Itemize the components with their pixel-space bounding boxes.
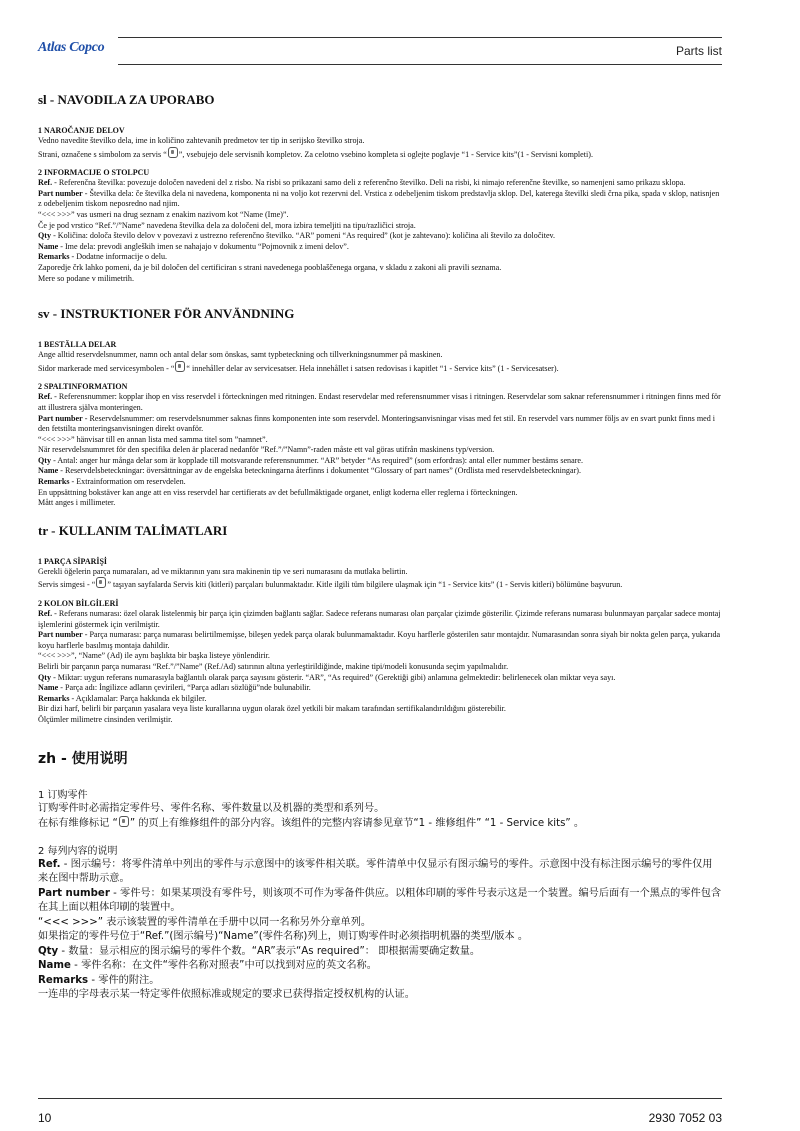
paragraph: Če je pod vrstico “Ref.”/”Name” navedena številka dela za določeni del, mora izbira temeljiti na tipu/različici stroja. (38, 220, 416, 230)
paragraph-qty: Qty - Miktar: uygun referans numarasıyla bağlantılı olarak parça sayısını gösterir. “AR”, “As required” (Gerektiği gibi) anlamına gelmektedir: belirlenecek olan miktar veya sayı. (38, 672, 616, 682)
service-kit-icon (168, 147, 178, 158)
paragraph-qty: Qty - Antal: anger hur många delar som är kopplade till motsvarande referensnummer. “AR” betyder “As required” (som erfordras): antal eller nummer bestäms senare. (38, 455, 584, 465)
footer-rule (38, 1098, 722, 1099)
page-title: Parts list (675, 44, 722, 58)
section-title: sl - NAVODILA ZA UPORABO (38, 92, 215, 107)
service-kit-icon (119, 816, 129, 827)
service-kit-icon (175, 361, 185, 372)
section-sv (38, 306, 722, 509)
paragraph: Ange alltid reservdelsnummer, namn och antal delar som önskas, samt typbeteckning och tillverkningsnummer på maskinen. (38, 350, 443, 360)
subsection-title: 1 BESTÄLLA DELAR (38, 340, 117, 350)
paragraph: Belirli bir parçanın parça numarası “Ref.”/”Name” (Ref./Ad) satırının altına yerleştirildiğinde, makine tipi/modeli konusunda seçim yapılmalıdır. (38, 662, 509, 671)
section-zh (38, 748, 722, 1003)
header-top-rule (118, 37, 722, 38)
header-bottom-rule (118, 64, 722, 65)
paragraph: “<<< >>>” 表示该装置的零件清单在手册中以同一名称另外分章单列。 (38, 916, 372, 928)
section-title: tr - KULLANIM TALİMATLARI (38, 522, 228, 538)
section-title: zh - 使用说明 (38, 750, 128, 767)
paragraph-name: Name - 零件名称：在文件“零件名称对照表”中可以找到对应的英文名称。 (38, 960, 377, 972)
paragraph: Vedno navedite številko dela, ime in količino zahtevanih predmetov ter tip in serijsko številko stroja. (38, 136, 365, 145)
paragraph-remarks: Remarks - Extrainformation om reservdelen. (38, 477, 186, 487)
paragraph-ref: Ref. - 图示编号：将零件清单中列出的零件与示意图中的该零件相关联。零件清单中仅显示有图示编号的零件。示意图中没有标注图示编号的零件仅用来在图中帮助示意。 (38, 858, 713, 885)
paragraph: Gerekli öğelerin parça numaraları, ad ve miktarının yanı sıra makinenin tip ve seri numarasını da mutlaka belirtin. (38, 566, 408, 576)
paragraph: 如果指定的零件号位于“Ref.”(图示编号)“Name”(零件名称)列上，则订购零件时必须指明机器的类型/版本 。 (38, 931, 529, 943)
paragraph-qty: Qty - 数量：显示相应的图示编号的零件个数。“AR”表示“As required”： 即根据需要确定数量。 (38, 945, 481, 957)
paragraph: “<<< >>>” hänvisar till en annan lista med samma titel som ”namnet”. (38, 434, 268, 444)
section-sl (38, 92, 722, 284)
paragraph-remarks: Remarks - Dodatne informacije o delu. (38, 252, 168, 262)
paragraph-remarks: Remarks - Açıklamalar: Parça hakkında ek bilgiler. (38, 693, 207, 703)
paragraph-ref: Ref. - Referans numarası: özel olarak listelenmiş bir parça için çizimden bağlantı sağlar. Sadece referans numarası olan parçalar çizimde gösterilir. Çizimde referans numarası bulunmayan parçalar sadece montaj işlemlerini göstermek için verilmiştir. (38, 609, 721, 629)
page-number: 10 (38, 1111, 52, 1125)
paragraph-ref: Ref. - Referensnummer: kopplar ihop en viss reservdel i förteckningen med ritningen. Endast reservdelar med referensnummer visas i ritningen. Reservdelar som saknar referensnummer i ritningen finns med för att illustrera själva monteringen. (38, 392, 721, 412)
paragraph-part-number: Part number - Parça numarası: parça numarası belirtilmemişse, bileşen yedek parça olarak bulunmamaktadır. Koyu harflerle gösterilen satır montajdır. Numarasından sonra siyah bir nokta gelen parça, yukarıda koyu harflerle basılmış montaja dahildir. (38, 630, 721, 650)
subsection-title: 1 PARÇA SİPARİŞİ (38, 556, 108, 566)
subsection-title: 2 SPALTINFORMATION (38, 382, 128, 392)
subsection-title: 2 每列内容的说明 (38, 845, 118, 857)
paragraph-part-number: Part number - 零件号：如果某项没有零件号，则该项不可作为零备件供应。以粗体印刷的零件号表示这是一个装置。编号后面有一个黑点的零件包含在其上面以粗体印刷的装置中。 (38, 887, 722, 914)
paragraph: Mått anges i millimeter. (38, 498, 116, 508)
paragraph: “<<< >>>”, “Name” (Ad) ile aynı başlıkta bir başka listeye yönlendirir. (38, 651, 270, 661)
paragraph: 订购零件时必需指定零件号、零件名称、零件数量以及机器的类型和系列号。 (38, 802, 385, 814)
instructions-content (38, 80, 722, 1003)
paragraph: Bir dizi harf, belirli bir parçanın yasalara veya liste kurallarına uygun olarak özel yetkili bir makam tarafından sertifikalandırıldığını gösterebilir. (38, 704, 506, 714)
paragraph-ref: Ref. - Referenčna številka: povezuje določen navedeni del z risbo. Na risbi so prikazani samo deli z referenčno številko. Deli na risbi, ki nimajo referenčne številke, so namenjeni samo prikazu sklopa. (38, 178, 686, 188)
atlas-copco-logo: Atlas Copco (38, 40, 105, 55)
paragraph: 一连串的字母表示某一特定零件依照标准或规定的要求已获得指定授权机构的认证。 (38, 989, 415, 1001)
paragraph: Ölçümler milimetre cinsinden verilmiştir. (38, 714, 173, 724)
paragraph: Servis simgesi - “ ” taşıyan sayfalarda Servis kiti (kitleri) parçaları bulunmaktadır. Kitle ilgili tüm bilgilere ulaşmak için “1 - Service kits” (1 - Servis kitleri) bölümüne başvurun. (38, 577, 722, 591)
paragraph: En uppsättning bokstäver kan ange att en viss reservdel har certifierats av det befullmäktigade organet, enligt koderna eller reglerna i förteckningen. (38, 487, 518, 497)
document-number: 2930 7052 03 (648, 1111, 722, 1125)
paragraph-part-number: Part number - Številka dela: če številka dela ni navedena, komponenta ni na voljo kot rezervni del. Vrstica z odebeljenim tiskom predstavlja sklop. Del, katerega številki sledi črna pika, spada v sklop, natisnjen z odebeljenim tiskom neposredno nad njim. (38, 188, 720, 209)
section-tr (38, 523, 722, 726)
subsection-title: 2 KOLON BİLGİLERİ (38, 599, 119, 609)
service-kit-icon (96, 577, 106, 588)
paragraph: Zaporedje črk lahko pomeni, da je bil določen del certificiran s strani navedenega pooblaščenega organa, v skladu z zakoni ali pravili seznama. (38, 262, 502, 272)
paragraph-name: Name - Reservdelsbeteckningar: översättningar av de engelska beteckningarna återfinns i dokumentet “Glossary of part names” (Ordlista med reservdelsbeteckningar). (38, 466, 581, 476)
subsection-title: 1 订购零件 (38, 789, 88, 801)
paragraph-name: Name - Parça adı: İngilizce adların çevirileri, “Parça adları sözlüğü”nde bulunabilir. (38, 683, 311, 693)
subsection-title: 1 NAROČANJE DELOV (38, 126, 125, 135)
paragraph-qty: Qty - Količina: določa število delov v povezavi z ustrezno referenčno številko. “AR” pomeni “As required” (kot je zahtevano): količina ali število za določitev. (38, 231, 556, 241)
paragraph: “<<< >>>” vas usmeri na drug seznam z enakim nazivom kot “Name (Ime)”. (38, 209, 289, 219)
paragraph: 在标有维修标记 “ ” 的页上有维修组件的部分内容。该组件的完整内容请参见章节“1 - 维修组件” “1 - Service kits” 。 (38, 818, 585, 830)
paragraph: Strani, označene s simbolom za servis “ ”, vsebujejo dele servisnih kompletov. Za celotno vsebino kompleta si oglejte poglavje “1 - Service kits”(1 - Servisni kompleti). (38, 147, 722, 161)
paragraph-name: Name - Ime dela: prevodi angleških imen se nahajajo v dokumentu “Pojmovnik z imeni delov”. (38, 241, 349, 251)
paragraph-remarks: Remarks - 零件的附注。 (38, 974, 160, 986)
paragraph: Sidor markerade med servicesymbolen - “ “ innehåller delar av servicesatser. Hela innehållet i satsen redovisas i kapitlet “1 - Service kits” (1 - Servicesatser). (38, 361, 722, 375)
paragraph-part-number: Part number - Reservdelsnummer: om reservdelsnummer saknas finns komponenten inte som reservdel. Monteringsanvisningar visas med fet stil. En reservdel vars nummer följs av en svart punkt finns med i den fetstilta monteringsanvisningen direkt ovanför. (38, 413, 716, 434)
paragraph: När reservdelsnummret för den specifika delen är placerad nedanför ”Ref.”/”Namn”-raden måste ett val göras utifrån maskinens typ/version. (38, 445, 495, 455)
section-title: sv - INSTRUKTIONER FÖR ANVÄNDNING (38, 306, 295, 322)
subsection-title: 2 INFORMACIJE O STOLPCU (38, 168, 150, 178)
paragraph: Mere so podane v milimetrih. (38, 273, 134, 283)
